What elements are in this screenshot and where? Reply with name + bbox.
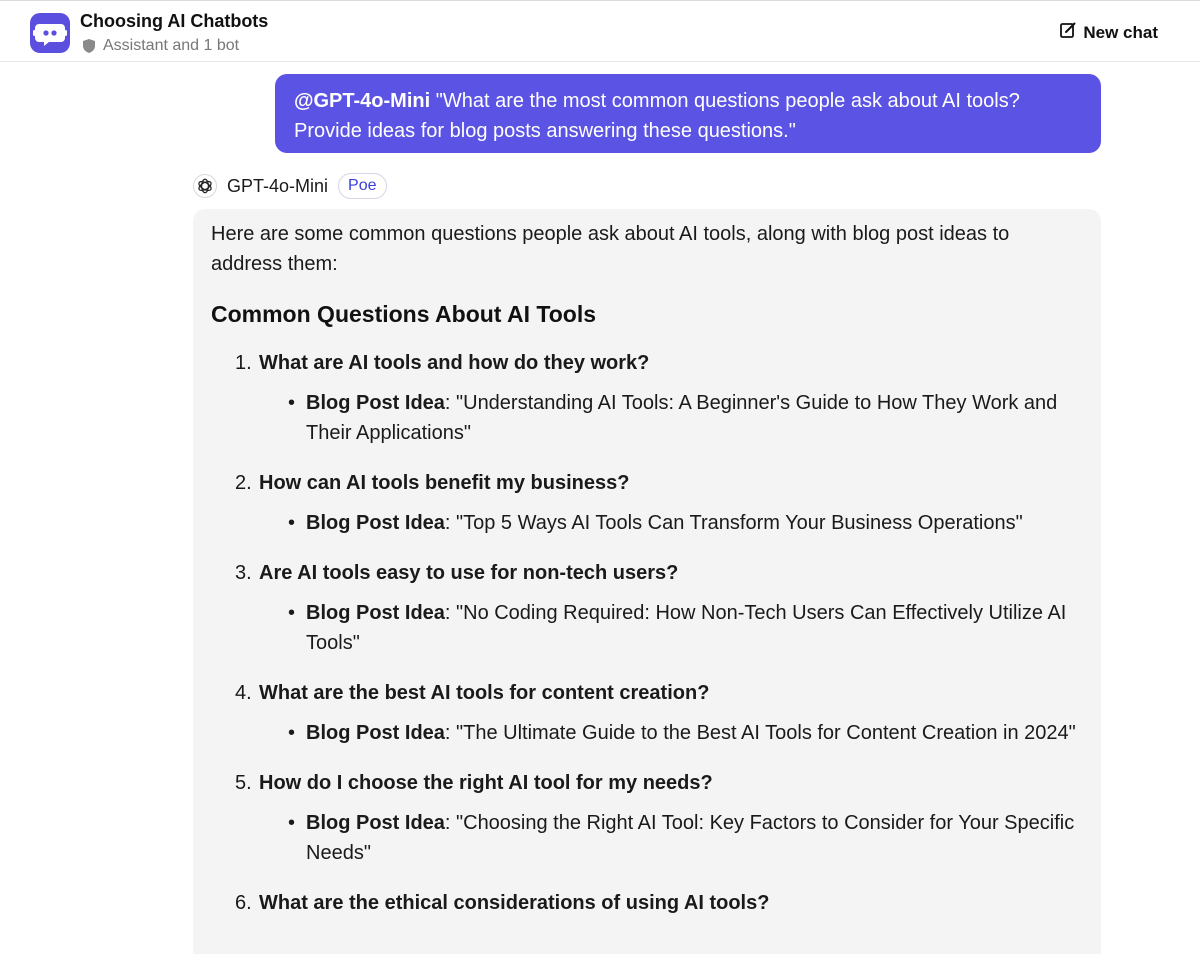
item-number: 4. <box>235 682 252 704</box>
item-number: 3. <box>235 562 252 584</box>
bot-name[interactable]: GPT-4o-Mini <box>227 175 329 196</box>
bullet: • <box>288 722 296 744</box>
idea-text: : "Choosing the Right AI Tool: Key Factors to Consider for Your Specific Needs" <box>306 812 1075 864</box>
list-item <box>211 468 1083 538</box>
blog-idea <box>288 718 1076 748</box>
blog-idea <box>288 808 1076 868</box>
idea-label: Blog Post Idea <box>306 392 445 414</box>
bot-mention[interactable]: @GPT-4o-Mini <box>294 90 431 112</box>
question-text: How do I choose the right AI tool for my needs? <box>259 772 713 794</box>
chat-title[interactable]: Choosing AI Chatbots <box>80 11 269 31</box>
response-intro: Here are some common questions people ask about AI tools, along with blog post ideas to address them: <box>211 223 1010 275</box>
new-chat-label: New chat <box>1083 22 1158 42</box>
idea-text: : "Top 5 Ways AI Tools Can Transform Your Business Operations" <box>444 512 1023 534</box>
idea-label: Blog Post Idea <box>306 602 445 624</box>
question-text: What are the ethical considerations of using AI tools? <box>259 892 770 914</box>
response-heading: Common Questions About AI Tools <box>211 301 597 327</box>
openai-icon[interactable] <box>193 174 217 198</box>
bullet: • <box>288 602 296 624</box>
question-text: What are AI tools and how do they work? <box>259 352 650 374</box>
shield-icon <box>82 38 96 54</box>
list-item <box>211 558 1083 658</box>
list-item <box>211 768 1083 868</box>
list-item <box>211 348 1083 448</box>
idea-text: : "Understanding AI Tools: A Beginner's Guide to How They Work and Their Applications" <box>306 392 1058 444</box>
item-number: 1. <box>235 352 252 374</box>
user-message-text: "What are the most common questions people ask about AI tools? Provide ideas for blog posts answering these questions." <box>294 90 1020 142</box>
item-number: 6. <box>235 892 252 914</box>
question-text: Are AI tools easy to use for non-tech users? <box>259 562 679 584</box>
participants-label: Assistant and 1 bot <box>103 37 240 54</box>
list-item <box>211 678 1083 748</box>
question-list <box>211 348 1083 918</box>
new-chat-button[interactable] <box>1059 21 1158 44</box>
chat-subtitle[interactable] <box>82 37 239 55</box>
idea-text: : "The Ultimate Guide to the Best AI Tools for Content Creation in 2024" <box>444 722 1076 744</box>
chat-header <box>0 0 1200 62</box>
compose-icon <box>1059 21 1077 44</box>
blog-idea <box>288 598 1076 658</box>
list-item <box>211 888 1083 918</box>
blog-idea <box>288 388 1076 448</box>
bot-header <box>193 172 387 200</box>
poe-badge: Poe <box>338 173 386 199</box>
bot-chat-icon[interactable] <box>30 13 70 53</box>
item-number: 2. <box>235 472 252 494</box>
blog-idea <box>288 508 1076 538</box>
idea-label: Blog Post Idea <box>306 512 445 534</box>
question-text: How can AI tools benefit my business? <box>259 472 630 494</box>
idea-label: Blog Post Idea <box>306 812 445 834</box>
bullet: • <box>288 512 296 534</box>
bullet: • <box>288 392 296 414</box>
question-text: What are the best AI tools for content creation? <box>259 682 710 704</box>
idea-text: : "No Coding Required: How Non-Tech Users Can Effectively Utilize AI Tools" <box>306 602 1067 654</box>
item-number: 5. <box>235 772 252 794</box>
idea-label: Blog Post Idea <box>306 722 445 744</box>
user-message <box>275 74 1101 153</box>
bot-message <box>193 209 1101 954</box>
bullet: • <box>288 812 296 834</box>
